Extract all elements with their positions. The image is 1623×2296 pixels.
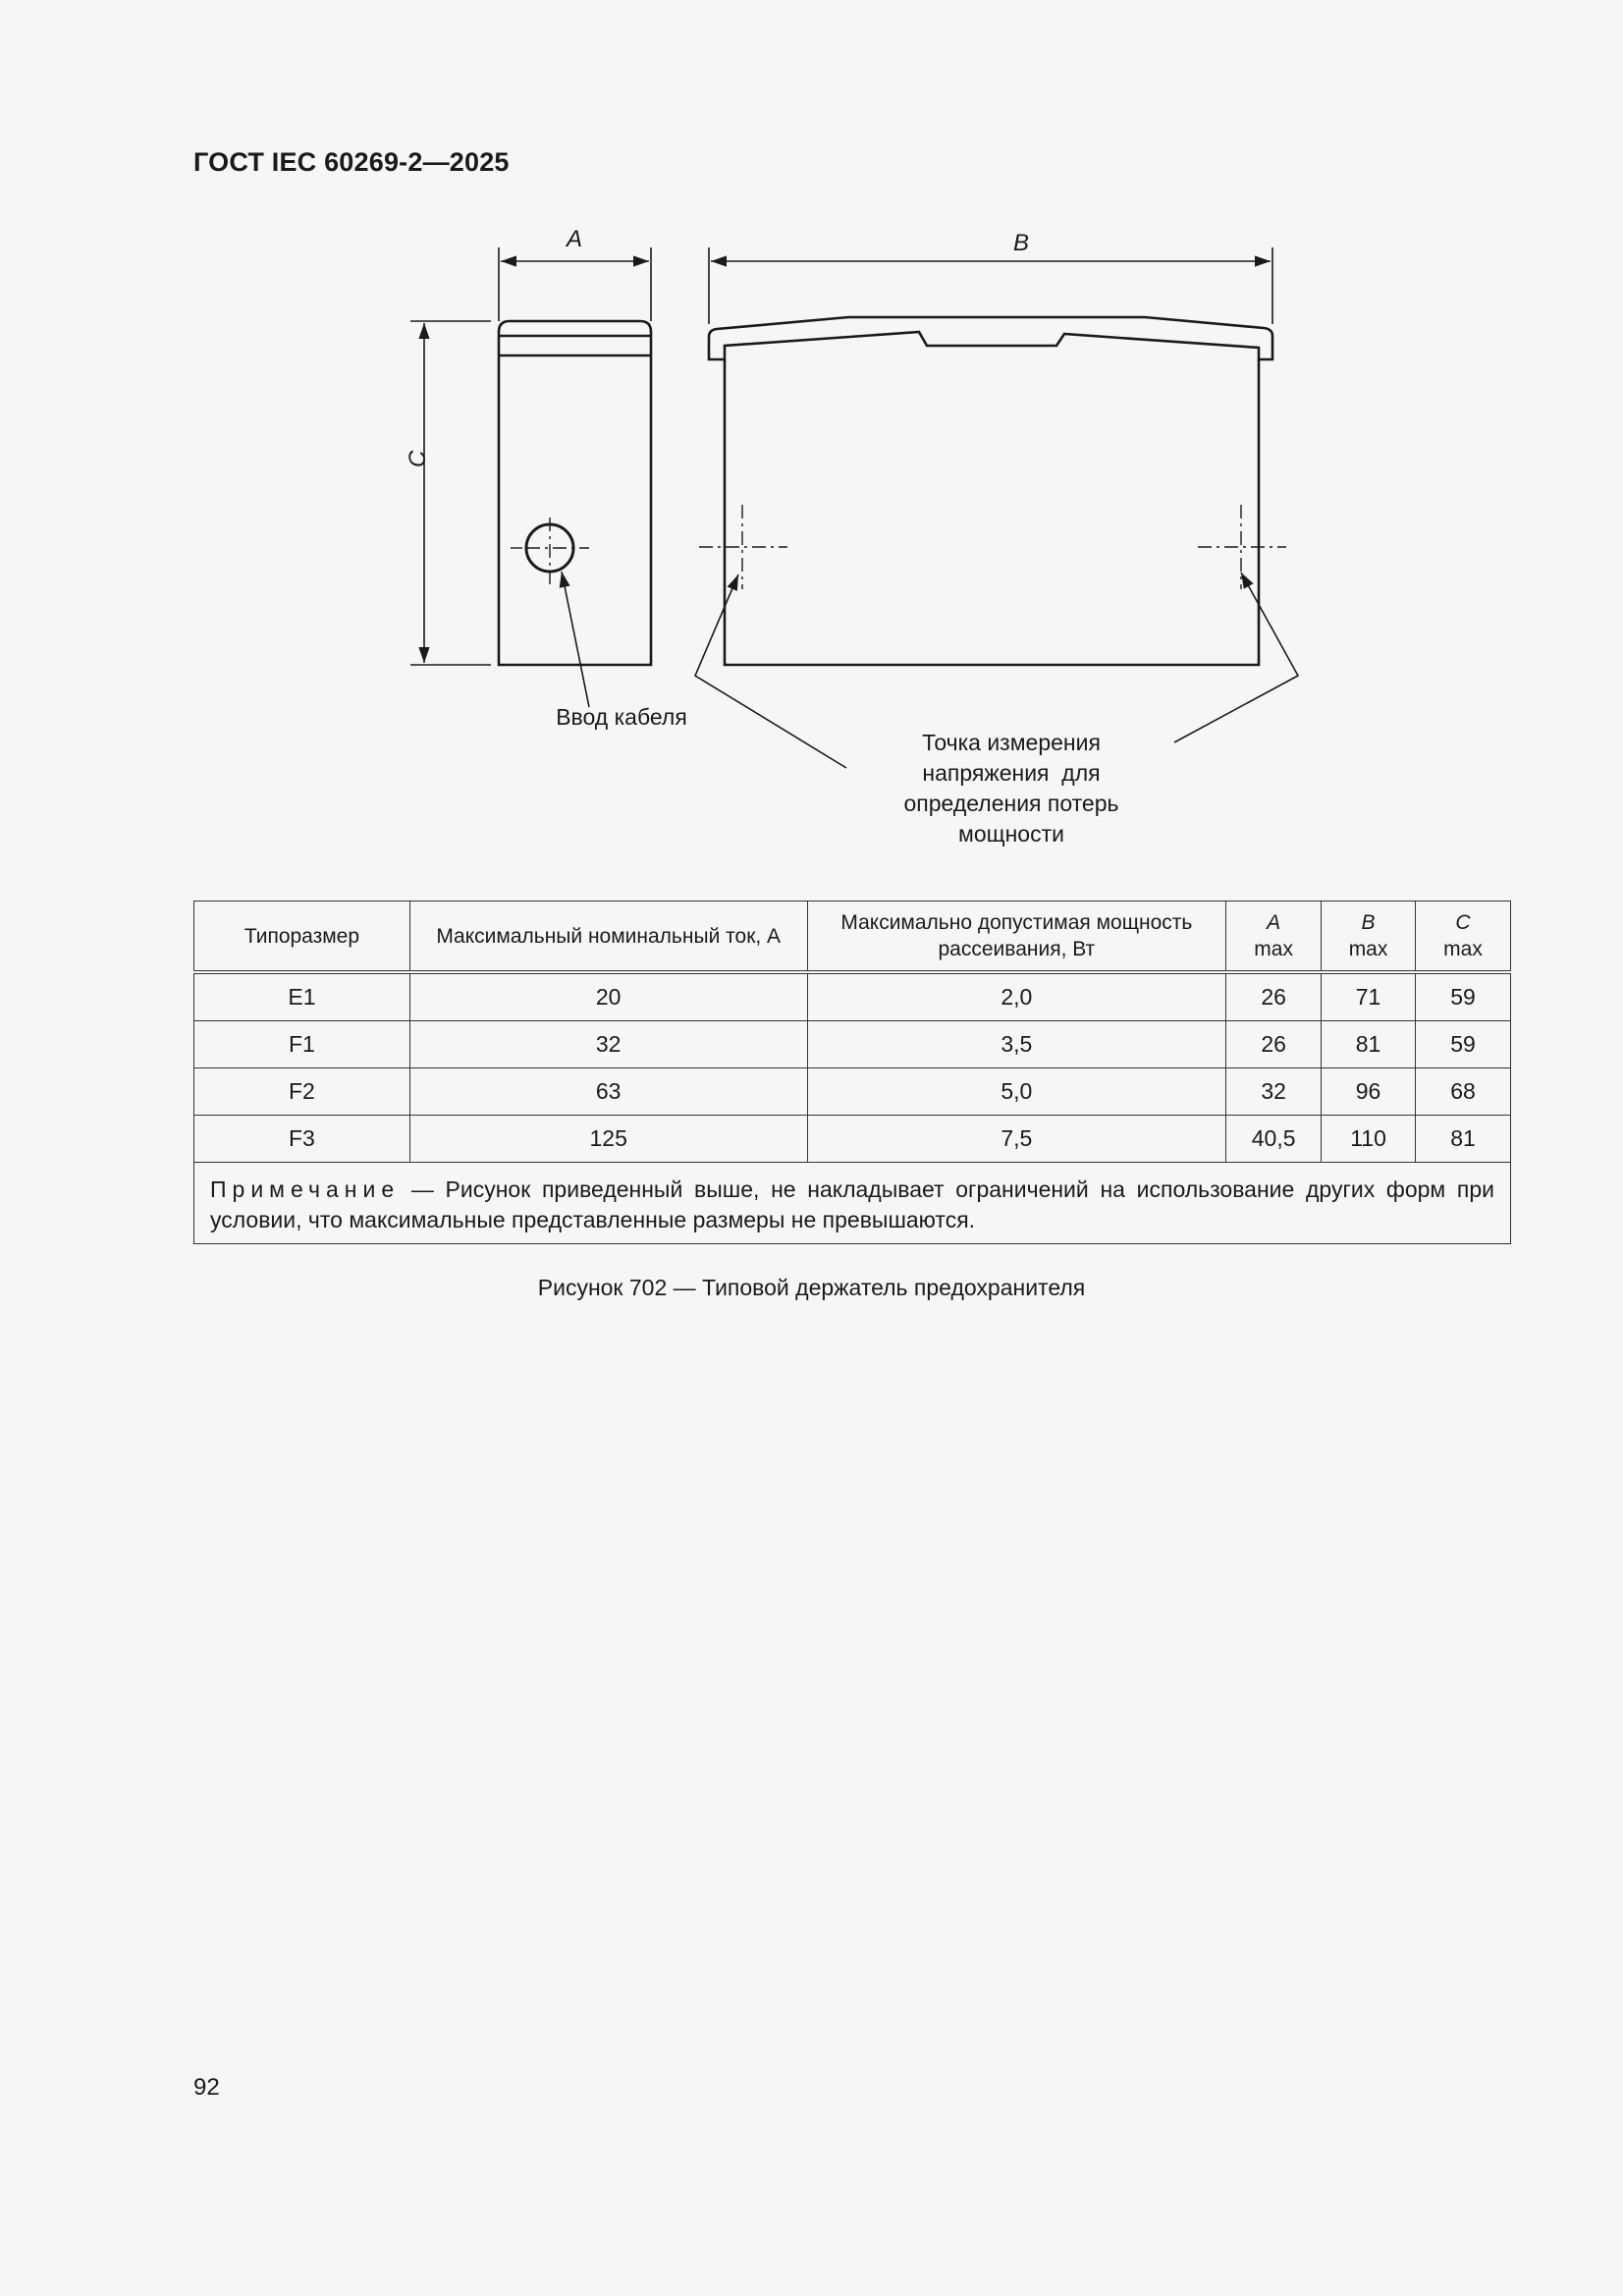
front-view-body <box>725 359 1259 665</box>
table-note <box>194 1163 1511 1244</box>
note-text: — Рисунок приведенный выше, не накладывает ограничений на использование других форм при условии, что максимальные представленные размеры не превышаются. <box>210 1176 1494 1232</box>
table-row: F3 125 7,5 40,5 110 81 <box>194 1116 1511 1163</box>
front-view-cover <box>709 317 1272 359</box>
table-row: F1 32 3,5 26 81 59 <box>194 1021 1511 1068</box>
header-size: Типоразмер <box>194 902 410 973</box>
header-c: C max <box>1416 902 1511 973</box>
note-label: Примечание <box>210 1176 401 1202</box>
document-header: ГОСТ IEC 60269-2—2025 <box>193 147 510 177</box>
cable-entry-label: Ввод кабеля <box>556 704 687 730</box>
technical-drawing <box>0 0 1623 884</box>
figure-caption: Рисунок 702 — Типовой держатель предохранителя <box>537 1275 1086 1300</box>
dimension-c-label: C <box>405 450 431 467</box>
cable-leader-line <box>562 572 589 707</box>
header-a: A max <box>1226 902 1322 973</box>
header-current: Максимальный номинальный ток, А <box>409 902 807 973</box>
page-number: 92 <box>193 2074 220 2101</box>
dimension-a-label: A <box>567 226 583 252</box>
measurement-point-label: Точка измерения напряжения для определения потерь мощности <box>903 730 1119 847</box>
measure-leader-left <box>695 574 846 768</box>
table-note-row <box>194 1163 1511 1244</box>
header-b: B max <box>1322 902 1416 973</box>
side-view-body <box>499 321 651 665</box>
dimension-b-label: B <box>1013 230 1030 256</box>
table-row: F2 63 5,0 32 96 68 <box>194 1068 1511 1116</box>
fuse-holder-dimensions-table <box>193 901 1511 1244</box>
measure-leader-right <box>1174 573 1298 742</box>
table-row: E1 20 2,0 26 71 59 <box>194 972 1511 1021</box>
fuse-holder-drawing <box>0 0 1623 884</box>
table-header-row <box>194 902 1511 973</box>
header-power: Максимально допустимая мощность рассеивания, Вт <box>807 902 1226 973</box>
